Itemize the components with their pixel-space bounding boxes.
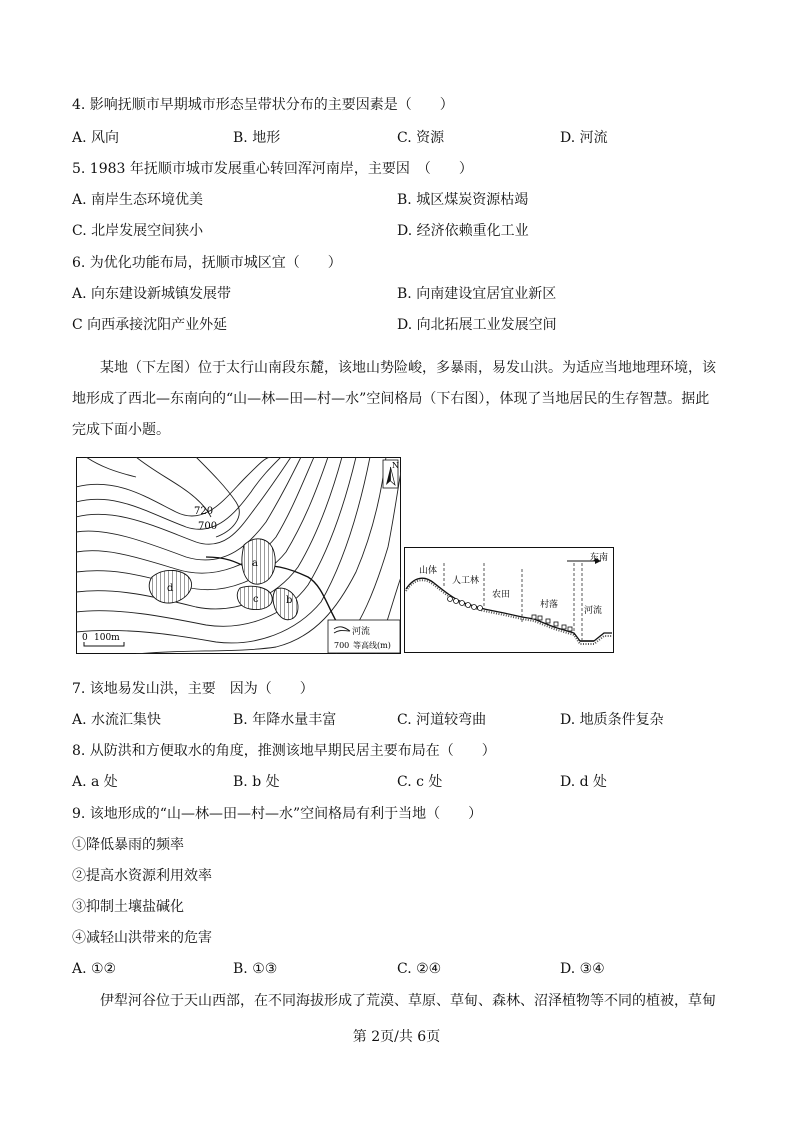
q7-option-a: A. 水流汇集快 [72,712,162,728]
contour-map [76,457,401,654]
contour-label-720: 720 [194,506,214,517]
q5-option-d: D. 经济依赖重化工业 [397,223,529,239]
scale-label-0: 0 [82,633,88,643]
q5-stem: 5. 1983 年抚顺市城市发展重心转回浑河南岸，主要因 （ ） [72,161,473,177]
profile-diagram [404,547,614,653]
passage-text: 某地（下左图）位于太行山南段东麓，该地山势险峻，多暴雨，易发山洪。为适应当地地理环境，该地形成了西北—东南向的“山—林—田—村—水”空间格局（下右图），体现了当地居民的生存智慧。据此完成下面小题。 [72,360,716,438]
profile-label-farmland: 农田 [492,590,511,600]
legend-contour: 等高线(m) [353,641,391,650]
q7-option-c: C. 河道较弯曲 [397,712,487,728]
profile-label-river: 河流 [584,606,603,616]
q9-stem: 9. 该地形成的“山—林—田—村—水”空间格局有利于当地（ ） [72,806,483,822]
q8-option-c: C. c 处 [397,774,443,790]
q8-option-b: B. b 处 [233,774,280,790]
q6-stem: 6. 为优化功能布局，抚顺市城区宜（ ） [72,255,342,271]
legend-contour-value: 700 [334,641,350,650]
q4-option-c: C. 资源 [397,130,445,146]
q4-option-b: B. 地形 [233,130,281,146]
q6-option-d: D. 向北拓展工业发展空间 [397,317,557,333]
q9-statement-2: ②提高水资源利用效率 [72,868,212,884]
scale-label-100: 100m [94,633,120,643]
legend-river: 河流 [352,627,371,637]
profile-label-mountain: 山体 [419,566,438,576]
q7-option-d: D. 地质条件复杂 [560,712,664,728]
profile-label-forest: 人工林 [452,576,480,586]
q8-option-d: D. d 处 [560,774,608,790]
q4-stem: 4. 影响抚顺市早期城市形态呈带状分布的主要因素是（ ） [72,97,454,113]
q9-option-c: C. ②④ [397,961,442,977]
profile-direction: 东南 [590,553,609,563]
map-label-a: a [252,558,258,569]
q5-option-a: A. 南岸生态环境优美 [72,192,204,208]
map-label-c: c [253,594,259,605]
next-passage-text: 伊犁河谷位于天山西部，在不同海拔形成了荒漠、草原、草甸、森林、沼泽植物等不同的植被，草甸 [100,993,716,1009]
q6-option-c: C 向西承接沈阳产业外延 [72,317,228,333]
q7-option-b: B. 年降水量丰富 [233,712,337,728]
contour-label-700: 700 [198,521,218,532]
map-label-b: b [286,595,293,606]
q8-stem: 8. 从防洪和方便取水的角度，推测该地早期民居主要布局在（ ） [72,743,496,759]
page-footer: 第 2页/共 6页 [352,1029,441,1045]
q4-option-a: A. 风向 [72,130,120,146]
q9-statement-1: ①降低暴雨的频率 [72,837,184,853]
q7-stem: 7. 该地易发山洪，主要 因为（ ） [72,681,314,697]
q9-statement-4: ④减轻山洪带来的危害 [72,930,212,946]
q6-option-b: B. 向南建设宜居宜业新区 [397,286,557,302]
q4-option-d: D. 河流 [560,130,608,146]
q9-option-a: A. ①② [72,961,117,977]
q9-option-b: B. ①③ [233,961,278,977]
q9-statement-3: ③抑制土壤盐碱化 [72,899,184,915]
q5-option-b: B. 城区煤炭资源枯竭 [397,192,529,208]
profile-label-village: 村落 [540,600,559,610]
q6-option-a: A. 向东建设新城镇发展带 [72,286,232,302]
q5-option-c: C. 北岸发展空间狭小 [72,223,204,239]
map-label-d: d [167,583,174,594]
q9-option-d: D. ③④ [560,961,605,977]
q8-option-a: A. a 处 [72,774,118,790]
north-label: N [392,461,399,470]
